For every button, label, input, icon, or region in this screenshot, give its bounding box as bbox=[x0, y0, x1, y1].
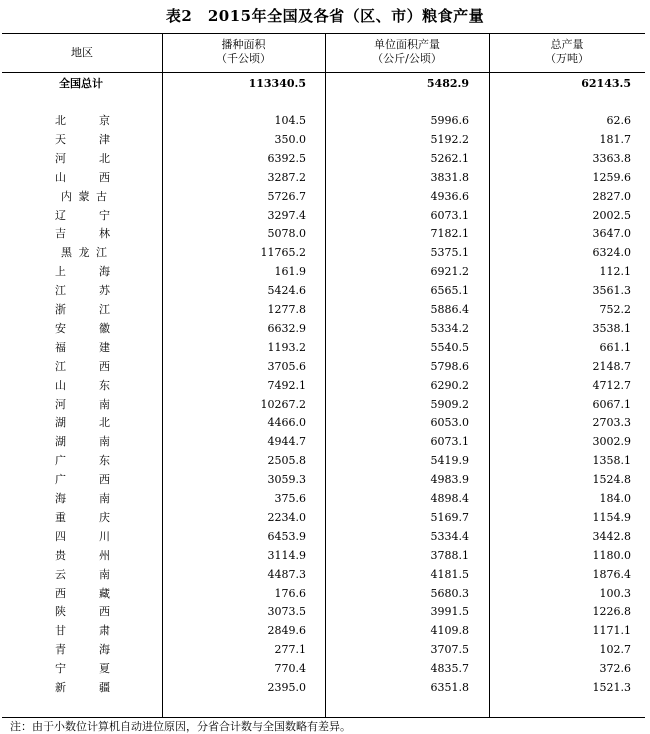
row-region bbox=[55, 263, 110, 281]
row-output: 3538.1 bbox=[592, 321, 631, 335]
row-area: 3059.3 bbox=[267, 473, 306, 487]
row-output: 3561.3 bbox=[592, 284, 631, 298]
row-region bbox=[55, 660, 110, 678]
row-output: 1524.8 bbox=[592, 473, 631, 487]
row-region-char: 广 bbox=[55, 454, 66, 468]
row-area: 2849.6 bbox=[267, 624, 306, 638]
footnote: 注：由于小数位计算机自动进位原因，分省合计数与全国数略有差异。 bbox=[10, 720, 351, 733]
row-region-char: 北 bbox=[55, 114, 66, 127]
row-region-char: 南 bbox=[99, 397, 110, 411]
row-region-char: 夏 bbox=[99, 662, 110, 676]
row-region-char: 西 bbox=[55, 586, 66, 600]
table-row bbox=[2, 320, 645, 338]
row-region bbox=[55, 585, 110, 603]
row-region bbox=[55, 320, 110, 338]
table-row bbox=[2, 112, 645, 130]
header-yield-label: 单位面积产量 bbox=[374, 38, 440, 51]
row-region bbox=[55, 547, 110, 565]
row-region-char: 湖 bbox=[55, 435, 66, 449]
row-region-char: 青 bbox=[55, 643, 66, 657]
row-yield: 5262.1 bbox=[430, 151, 469, 165]
row-output: 1358.1 bbox=[592, 454, 631, 468]
row-area: 375.6 bbox=[274, 492, 306, 505]
row-output: 752.2 bbox=[599, 303, 631, 316]
row-region-char: 龙 bbox=[78, 246, 90, 260]
row-region-char: 林 bbox=[99, 227, 110, 241]
header-output-unit: （万吨） bbox=[545, 52, 589, 65]
header-area-unit: （千公顷） bbox=[216, 52, 271, 65]
row-output: 6324.0 bbox=[592, 246, 631, 260]
table-row bbox=[2, 641, 645, 659]
row-region-char: 上 bbox=[55, 265, 66, 279]
row-output: 1876.4 bbox=[592, 567, 631, 581]
row-region-char: 西 bbox=[99, 605, 110, 619]
row-region bbox=[55, 377, 110, 395]
row-yield: 6290.2 bbox=[430, 378, 469, 392]
row-region-char: 京 bbox=[99, 114, 110, 127]
row-region bbox=[55, 282, 110, 300]
row-region bbox=[55, 131, 110, 149]
row-output: 1226.8 bbox=[592, 605, 631, 619]
row-yield: 4983.9 bbox=[430, 473, 469, 487]
row-region bbox=[55, 490, 110, 508]
row-region-char: 甘 bbox=[55, 624, 66, 638]
row-region bbox=[55, 225, 110, 243]
row-region-char: 南 bbox=[99, 492, 110, 505]
row-region-char: 州 bbox=[99, 548, 110, 562]
row-yield: 5192.2 bbox=[430, 132, 469, 146]
row-region-char: 新 bbox=[55, 681, 66, 694]
table-row bbox=[2, 660, 645, 678]
row-area: 4944.7 bbox=[267, 435, 306, 449]
row-region bbox=[55, 641, 110, 659]
row-output: 1259.6 bbox=[592, 170, 631, 184]
row-region-char: 吉 bbox=[55, 227, 66, 241]
row-region bbox=[55, 301, 110, 319]
row-yield: 6073.1 bbox=[430, 208, 469, 222]
row-yield: 6921.2 bbox=[430, 265, 469, 279]
row-yield: 5169.7 bbox=[430, 510, 469, 524]
row-area: 2395.0 bbox=[267, 681, 306, 694]
row-region bbox=[55, 150, 110, 168]
row-area: 5424.6 bbox=[267, 284, 306, 298]
row-region-char: 山 bbox=[55, 378, 66, 392]
row-region-char: 河 bbox=[55, 397, 66, 411]
row-yield: 5482.9 bbox=[426, 77, 469, 90]
row-yield: 5334.4 bbox=[430, 529, 469, 543]
header-output-label: 总产量 bbox=[550, 38, 584, 51]
row-output: 3442.8 bbox=[592, 529, 631, 543]
row-region-char: 江 bbox=[55, 359, 66, 373]
row-area: 6453.9 bbox=[267, 529, 306, 543]
row-output: 62143.5 bbox=[581, 77, 631, 90]
row-yield: 5909.2 bbox=[430, 397, 469, 411]
table-row bbox=[2, 207, 645, 225]
row-region-char: 东 bbox=[99, 378, 110, 392]
row-output: 2002.5 bbox=[592, 208, 631, 222]
header-area-label: 播种面积 bbox=[221, 38, 266, 51]
row-yield: 6351.8 bbox=[430, 681, 469, 694]
row-yield: 5996.6 bbox=[430, 114, 469, 127]
row-region-char: 肃 bbox=[99, 624, 110, 638]
row-output: 112.1 bbox=[599, 265, 631, 279]
row-region-char: 江 bbox=[96, 246, 107, 260]
row-area: 3073.5 bbox=[267, 605, 306, 619]
header-output bbox=[489, 34, 645, 72]
table-row bbox=[2, 396, 645, 414]
row-region: 全国总计 bbox=[59, 77, 103, 90]
row-output: 181.7 bbox=[599, 132, 631, 146]
row-area: 770.4 bbox=[274, 662, 306, 676]
row-region-char: 东 bbox=[99, 454, 110, 468]
table-row bbox=[2, 566, 645, 584]
row-output: 661.1 bbox=[599, 340, 631, 354]
row-output: 62.6 bbox=[606, 114, 631, 127]
row-region-char: 江 bbox=[55, 284, 66, 298]
row-area: 176.6 bbox=[274, 586, 306, 600]
table-row bbox=[2, 131, 645, 149]
row-region bbox=[55, 509, 110, 527]
header-region: 地区 bbox=[71, 46, 93, 59]
header-area bbox=[162, 34, 325, 72]
row-area: 5726.7 bbox=[267, 189, 306, 203]
row-yield: 4109.8 bbox=[430, 624, 469, 638]
row-region-char: 川 bbox=[99, 529, 110, 543]
row-output: 2703.3 bbox=[592, 416, 631, 430]
row-area: 10267.2 bbox=[260, 397, 306, 411]
row-region bbox=[55, 112, 110, 130]
row-region-char: 西 bbox=[99, 170, 110, 184]
row-output: 1154.9 bbox=[592, 510, 631, 524]
row-output: 2827.0 bbox=[592, 189, 631, 203]
row-region bbox=[55, 566, 110, 584]
row-region bbox=[61, 188, 107, 206]
row-region-char: 南 bbox=[99, 567, 110, 581]
table-row bbox=[2, 282, 645, 300]
row-region-char: 宁 bbox=[55, 662, 66, 676]
row-region-char: 河 bbox=[55, 151, 66, 165]
row-yield: 3831.8 bbox=[430, 170, 469, 184]
row-region-char: 内 bbox=[61, 189, 72, 203]
table-row bbox=[2, 414, 645, 432]
row-region-char: 西 bbox=[99, 473, 110, 487]
row-region bbox=[55, 433, 110, 451]
row-region-char: 古 bbox=[96, 189, 107, 203]
table-row bbox=[2, 433, 645, 451]
row-region-char: 海 bbox=[55, 492, 66, 505]
row-region-char: 云 bbox=[55, 567, 66, 581]
row-region-char: 浙 bbox=[55, 303, 66, 316]
row-area: 2505.8 bbox=[267, 454, 306, 468]
row-yield: 5798.6 bbox=[430, 359, 469, 373]
row-yield: 5419.9 bbox=[430, 454, 469, 468]
row-region-char: 疆 bbox=[99, 681, 110, 694]
row-yield: 5886.4 bbox=[430, 303, 469, 316]
row-output: 6067.1 bbox=[592, 397, 631, 411]
table-row bbox=[2, 263, 645, 281]
table-row bbox=[2, 377, 645, 395]
row-area: 113340.5 bbox=[248, 77, 306, 90]
row-yield: 4936.6 bbox=[430, 189, 469, 203]
table-row bbox=[2, 528, 645, 546]
row-region-char: 津 bbox=[99, 132, 110, 146]
row-area: 4466.0 bbox=[267, 416, 306, 430]
table-row bbox=[2, 169, 645, 187]
table-row bbox=[2, 603, 645, 621]
row-region-char: 藏 bbox=[99, 586, 110, 600]
row-area: 6392.5 bbox=[267, 151, 306, 165]
row-region-char: 陕 bbox=[55, 605, 66, 619]
row-yield: 5680.3 bbox=[430, 586, 469, 600]
table-row bbox=[2, 358, 645, 376]
table-row bbox=[2, 585, 645, 603]
row-area: 2234.0 bbox=[267, 510, 306, 524]
row-region-char: 天 bbox=[55, 132, 66, 146]
row-region-char: 西 bbox=[99, 359, 110, 373]
table-row bbox=[2, 301, 645, 319]
row-region-char: 苏 bbox=[99, 284, 110, 298]
row-area: 7492.1 bbox=[267, 378, 306, 392]
row-yield: 4835.7 bbox=[430, 662, 469, 676]
row-region-char: 北 bbox=[99, 416, 110, 430]
row-region bbox=[55, 622, 110, 640]
row-output: 3647.0 bbox=[592, 227, 631, 241]
row-region-char: 黑 bbox=[61, 246, 72, 260]
table-row bbox=[2, 547, 645, 565]
row-yield: 3788.1 bbox=[430, 548, 469, 562]
row-region bbox=[55, 452, 110, 470]
row-output: 1521.3 bbox=[592, 681, 631, 694]
row-yield: 7182.1 bbox=[430, 227, 469, 241]
row-region-char: 海 bbox=[99, 643, 110, 657]
row-area: 11765.2 bbox=[260, 246, 306, 260]
row-region bbox=[55, 396, 110, 414]
row-region-char: 建 bbox=[99, 340, 110, 354]
row-output: 372.6 bbox=[599, 662, 631, 676]
row-region-char: 徽 bbox=[99, 321, 110, 335]
row-yield: 3707.5 bbox=[430, 643, 469, 657]
row-yield: 6053.0 bbox=[430, 416, 469, 430]
row-output: 3002.9 bbox=[592, 435, 631, 449]
row-region bbox=[55, 358, 110, 376]
table-row bbox=[2, 490, 645, 508]
row-area: 1277.8 bbox=[267, 303, 306, 316]
row-yield: 4181.5 bbox=[430, 567, 469, 581]
row-region bbox=[55, 339, 110, 357]
row-region-char: 海 bbox=[99, 265, 110, 279]
row-yield: 5375.1 bbox=[430, 246, 469, 260]
row-area: 6632.9 bbox=[267, 321, 306, 335]
row-output: 4712.7 bbox=[592, 378, 631, 392]
row-area: 3287.2 bbox=[267, 170, 306, 184]
row-yield: 5334.2 bbox=[430, 321, 469, 335]
row-region-char: 重 bbox=[55, 510, 66, 524]
row-region bbox=[55, 679, 110, 697]
table-row bbox=[2, 150, 645, 168]
table-row bbox=[2, 452, 645, 470]
row-area: 3705.6 bbox=[267, 359, 306, 373]
table-row bbox=[2, 471, 645, 489]
row-region bbox=[55, 603, 110, 621]
row-area: 104.5 bbox=[274, 114, 306, 127]
row-output: 2148.7 bbox=[592, 359, 631, 373]
row-region-char: 北 bbox=[99, 151, 110, 165]
row-region-char: 四 bbox=[55, 529, 66, 543]
row-region-char: 广 bbox=[55, 473, 66, 487]
row-yield: 6073.1 bbox=[430, 435, 469, 449]
row-region bbox=[61, 244, 107, 262]
row-area: 3114.9 bbox=[267, 548, 306, 562]
row-area: 1193.2 bbox=[267, 340, 306, 354]
row-area: 4487.3 bbox=[267, 567, 306, 581]
row-area: 5078.0 bbox=[267, 227, 306, 241]
row-output: 1171.1 bbox=[592, 624, 631, 638]
data-table bbox=[2, 33, 645, 718]
row-yield: 3991.5 bbox=[430, 605, 469, 619]
row-region-char: 南 bbox=[99, 435, 110, 449]
table-row-total bbox=[2, 75, 645, 93]
row-region-char: 安 bbox=[55, 321, 66, 335]
row-region-char: 江 bbox=[99, 303, 110, 316]
row-region-char: 庆 bbox=[99, 510, 110, 524]
row-output: 102.7 bbox=[599, 643, 631, 657]
row-yield: 6565.1 bbox=[430, 284, 469, 298]
table-row bbox=[2, 509, 645, 527]
row-yield: 5540.5 bbox=[430, 340, 469, 354]
row-area: 3297.4 bbox=[267, 208, 306, 222]
row-yield: 4898.4 bbox=[430, 492, 469, 505]
page-title: 表2 2015年全国及各省（区、市）粮食产量 bbox=[165, 7, 485, 25]
table-row bbox=[2, 622, 645, 640]
header-yield bbox=[325, 34, 489, 72]
row-region bbox=[55, 169, 110, 187]
row-region-char: 湖 bbox=[55, 416, 66, 430]
row-output: 1180.0 bbox=[592, 548, 631, 562]
row-region-char: 蒙 bbox=[78, 189, 90, 203]
row-region bbox=[55, 207, 110, 225]
row-region-char: 福 bbox=[55, 340, 66, 354]
table-row bbox=[2, 188, 645, 206]
row-output: 3363.8 bbox=[592, 151, 631, 165]
table-row bbox=[2, 679, 645, 697]
row-region-char: 宁 bbox=[99, 208, 110, 222]
row-area: 161.9 bbox=[274, 265, 306, 279]
row-region bbox=[55, 528, 110, 546]
row-region-char: 山 bbox=[55, 170, 66, 184]
row-region bbox=[55, 471, 110, 489]
row-region-char: 辽 bbox=[55, 208, 66, 222]
table-header bbox=[2, 34, 645, 73]
table-row bbox=[2, 225, 645, 243]
row-area: 350.0 bbox=[274, 132, 306, 146]
row-output: 184.0 bbox=[599, 492, 631, 505]
row-area: 277.1 bbox=[274, 643, 306, 657]
table-row bbox=[2, 244, 645, 262]
row-region-char: 贵 bbox=[55, 548, 66, 562]
row-region bbox=[55, 414, 110, 432]
header-yield-unit: （公斤/公顷） bbox=[372, 52, 442, 65]
row-output: 100.3 bbox=[599, 586, 631, 600]
table-row bbox=[2, 339, 645, 357]
